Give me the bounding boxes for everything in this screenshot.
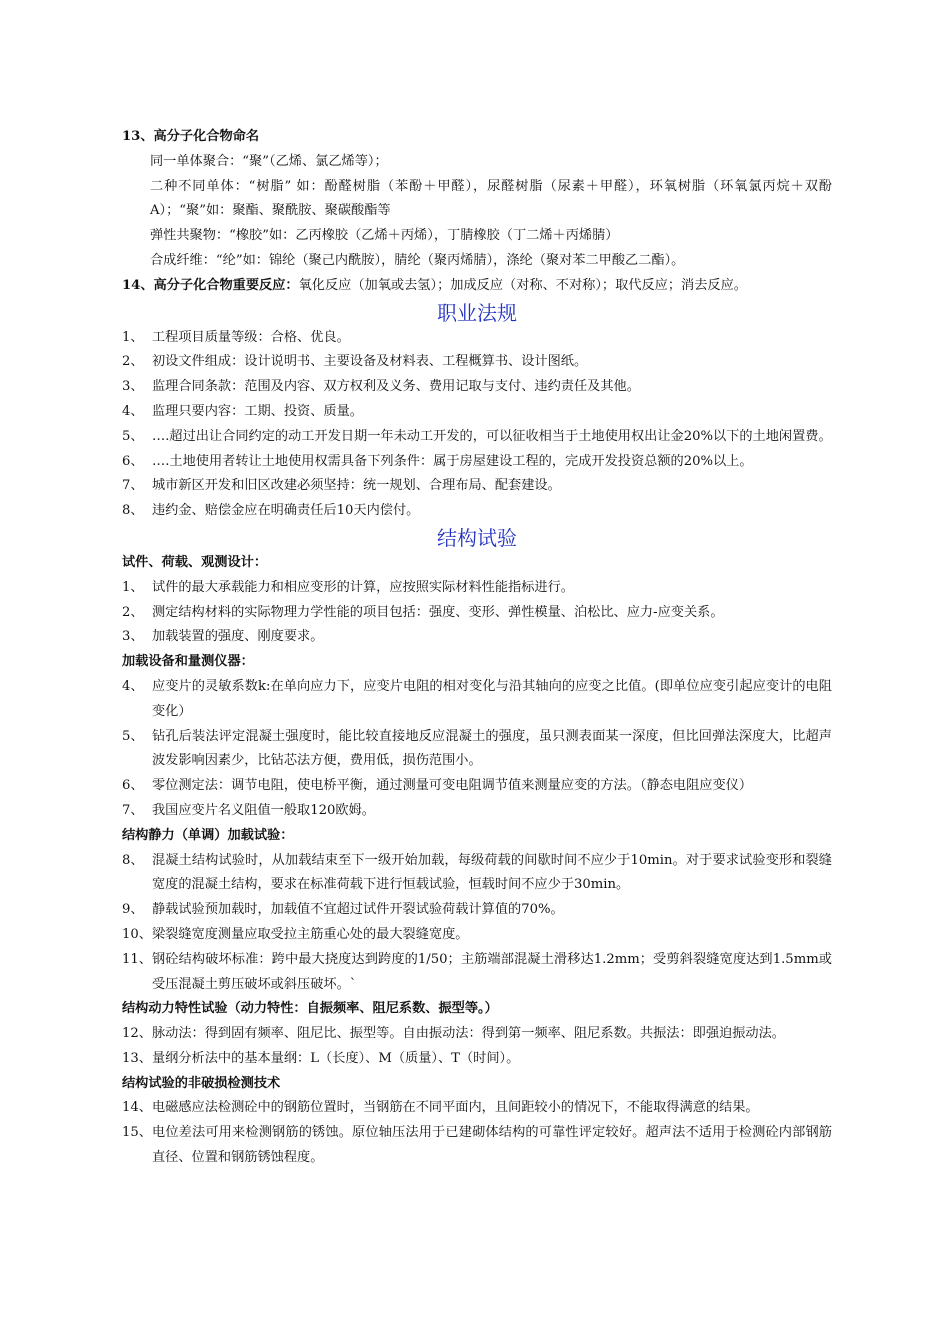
- item-number: 2、: [122, 354, 144, 370]
- list-item: [122, 1022, 832, 1047]
- list-item: [122, 1121, 832, 1171]
- subsection-title: 结构动力特性试验（动力特性：自振频率、阻尼系数、振型等。）: [122, 1001, 498, 1017]
- polymer-line-rubber: 弹性共聚物：“橡胶”如：乙丙橡胶（乙烯＋丙烯），丁腈橡胶（丁二烯＋丙烯腈）: [150, 228, 619, 244]
- item-text: 加载装置的强度、刚度要求。: [152, 629, 324, 645]
- list-item: [122, 923, 832, 948]
- subsection-title: 结构试验的非破损检测技术: [122, 1075, 281, 1091]
- list-item: [122, 799, 832, 824]
- item-number: 5、: [122, 428, 144, 444]
- list-item: [122, 425, 832, 450]
- subsection-title: 试件、荷载、观测设计：: [122, 554, 268, 570]
- item-number: 6、: [122, 778, 144, 794]
- list-item: [122, 675, 832, 725]
- item-number: 9、: [122, 902, 144, 918]
- polymer-reaction-label: 14、高分子化合物重要反应：: [122, 277, 299, 293]
- list-item: [122, 350, 832, 375]
- item-number: 2、: [122, 604, 144, 620]
- polymer-line-fiber: 合成纤维：“纶”如：锦纶（聚己内酰胺），腈纶（聚丙烯腈），涤纶（聚对苯二甲酸乙二酯）。: [150, 252, 685, 268]
- item-text: ….土地使用者转让土地使用权需具备下列条件：属于房屋建设工程的，完成开发投资总额的20%以上。: [152, 453, 753, 469]
- item-number: 4、: [122, 403, 144, 419]
- list-item: [122, 625, 832, 650]
- regulations-list: [122, 326, 832, 524]
- item-number: 1、: [122, 579, 144, 595]
- item-number: 15、: [122, 1125, 152, 1141]
- list-item: [122, 898, 832, 923]
- item-number: 7、: [122, 802, 144, 818]
- subsection-title: 加载设备和量测仪器：: [122, 654, 254, 670]
- section-heading-regulations: 职业法规: [437, 300, 517, 325]
- item-number: 3、: [122, 629, 144, 645]
- item-number: 13、: [122, 1050, 152, 1066]
- list-item: [122, 1096, 832, 1121]
- item-text: ….超过出让合同约定的动工开发日期一年未动工开发的，可以征收相当于土地使用权出让金20%以下的土地闲置费。: [152, 428, 832, 444]
- document-page: [122, 125, 832, 1171]
- item-number: 7、: [122, 478, 144, 494]
- polymer-line-resin-text: 二种不同单体：“树脂” 如：酚醛树脂（苯酚＋甲醛），尿醛树脂（尿素＋甲醛），环氧树脂（环氧氯丙烷＋双酚A）；“聚”如：聚酯、聚酰胺、聚碳酸酯等: [150, 178, 832, 219]
- item-text: 静载试验预加载时，加载值不宜超过试件开裂试验荷载计算值的70%。: [152, 902, 564, 918]
- item-text: 梁裂缝宽度测量应取受拉主筋重心处的最大裂缝宽度。: [152, 926, 469, 942]
- section-heading-structural-test: 结构试验: [437, 525, 517, 550]
- item-text: 钻孔后装法评定混凝土强度时，能比较直接地反应混凝土的强度，虽只测表面某一深度，但比回弹法深度大，比超声波发影响因素少，比钻芯法方便，费用低，损伤范围小。: [152, 728, 832, 769]
- item-number: 5、: [122, 728, 144, 744]
- structural-test-list: [122, 551, 832, 1171]
- item-text: 初设文件组成：设计说明书、主要设备及材料表、工程概算书、设计图纸。: [152, 354, 588, 370]
- item-number: 11、: [122, 951, 152, 967]
- item-text: 电磁感应法检测砼中的钢筋位置时，当钢筋在不同平面内，且间距较小的情况下，不能取得满意的结果。: [152, 1100, 759, 1116]
- polymer-reaction-line: [122, 274, 832, 299]
- list-item: [122, 474, 832, 499]
- item-text: 试件的最大承载能力和相应变形的计算，应按照实际材料性能指标进行。: [152, 579, 574, 595]
- polymer-line-resin: [122, 175, 832, 225]
- item-text: 城市新区开发和旧区改建必须坚持：统一规划、合理布局、配套建设。: [152, 478, 561, 494]
- item-number: 12、: [122, 1026, 152, 1042]
- item-text: 违约金、赔偿金应在明确责任后10天内偿付。: [152, 503, 420, 519]
- item-number: 3、: [122, 379, 144, 395]
- list-item: [122, 576, 832, 601]
- item-number: 4、: [122, 678, 144, 694]
- item-text: 监理合同条款：范围及内容、双方权利及义务、费用记取与支付、违约责任及其他。: [152, 379, 640, 395]
- list-item: [122, 1047, 832, 1072]
- item-number: 1、: [122, 329, 144, 345]
- list-item: [122, 326, 832, 351]
- list-item: [122, 375, 832, 400]
- list-item: [122, 725, 832, 775]
- list-item: [122, 601, 832, 626]
- list-item: [122, 499, 832, 524]
- item-text: 钢砼结构破坏标准：跨中最大挠度达到跨度的1/50；主筋端部混凝土滑移达1.2mm；受剪斜裂缝宽度达到1.5mm或受压混凝土剪压破坏或斜压破坏。`: [152, 951, 832, 992]
- item-number: 14、: [122, 1100, 152, 1116]
- item-text: 测定结构材料的实际物理力学性能的项目包括：强度、变形、弹性模量、泊松比、应力-应变关系。: [152, 604, 724, 620]
- item-number: 8、: [122, 852, 144, 868]
- item-text: 监理只要内容：工期、投资、质量。: [152, 403, 363, 419]
- list-item: [122, 948, 832, 998]
- list-item: [122, 450, 832, 475]
- polymer-line-homopolymer: 同一单体聚合：“聚”（乙烯、氯乙烯等）；: [150, 153, 388, 169]
- item-text: 量纲分析法中的基本量纲：L（长度）、M（质量）、T（时间）。: [152, 1050, 520, 1066]
- item-text: 我国应变片名义阻值一般取120欧姆。: [152, 802, 375, 818]
- item-text: 混凝土结构试验时，从加载结束至下一级开始加载，每级荷载的间歇时间不应少于10min。对于要求试验变形和裂缝宽度的混凝土结构，要求在标准荷载下进行恒载试验，恒载时间不应少于30min。: [152, 852, 832, 893]
- list-item: [122, 849, 832, 899]
- list-item: [122, 774, 832, 799]
- item-number: 10、: [122, 926, 152, 942]
- item-text: 工程项目质量等级：合格、优良。: [152, 329, 350, 345]
- polymer-reaction-text: 氧化反应（加氧或去氢）；加成反应（对称、不对称）；取代反应；消去反应。: [298, 277, 747, 293]
- subsection-title: 结构静力（单调）加载试验：: [122, 827, 294, 843]
- item-number: 6、: [122, 453, 144, 469]
- polymer-naming-title: 13、高分子化合物命名: [122, 129, 260, 144]
- list-item: [122, 400, 832, 425]
- item-text: 脉动法：得到固有频率、阻尼比、振型等。自由振动法：得到第一频率、阻尼系数。共振法：即强迫振动法。: [152, 1026, 785, 1042]
- item-text: 零位测定法：调节电阻，使电桥平衡，通过测量可变电阻调节值来测量应变的方法。（静态电阻应变仪）: [152, 778, 753, 794]
- item-number: 8、: [122, 503, 144, 519]
- item-text: 应变片的灵敏系数k:在单向应力下，应变片电阻的相对变化与沿其轴向的应变之比值。(即单位应变引起应变计的电阻变化）: [152, 678, 832, 719]
- item-text: 电位差法可用来检测钢筋的锈蚀。原位轴压法用于已建砌体结构的可靠性评定较好。超声法不适用于检测砼内部钢筋直径、位置和钢筋锈蚀程度。: [152, 1125, 832, 1166]
